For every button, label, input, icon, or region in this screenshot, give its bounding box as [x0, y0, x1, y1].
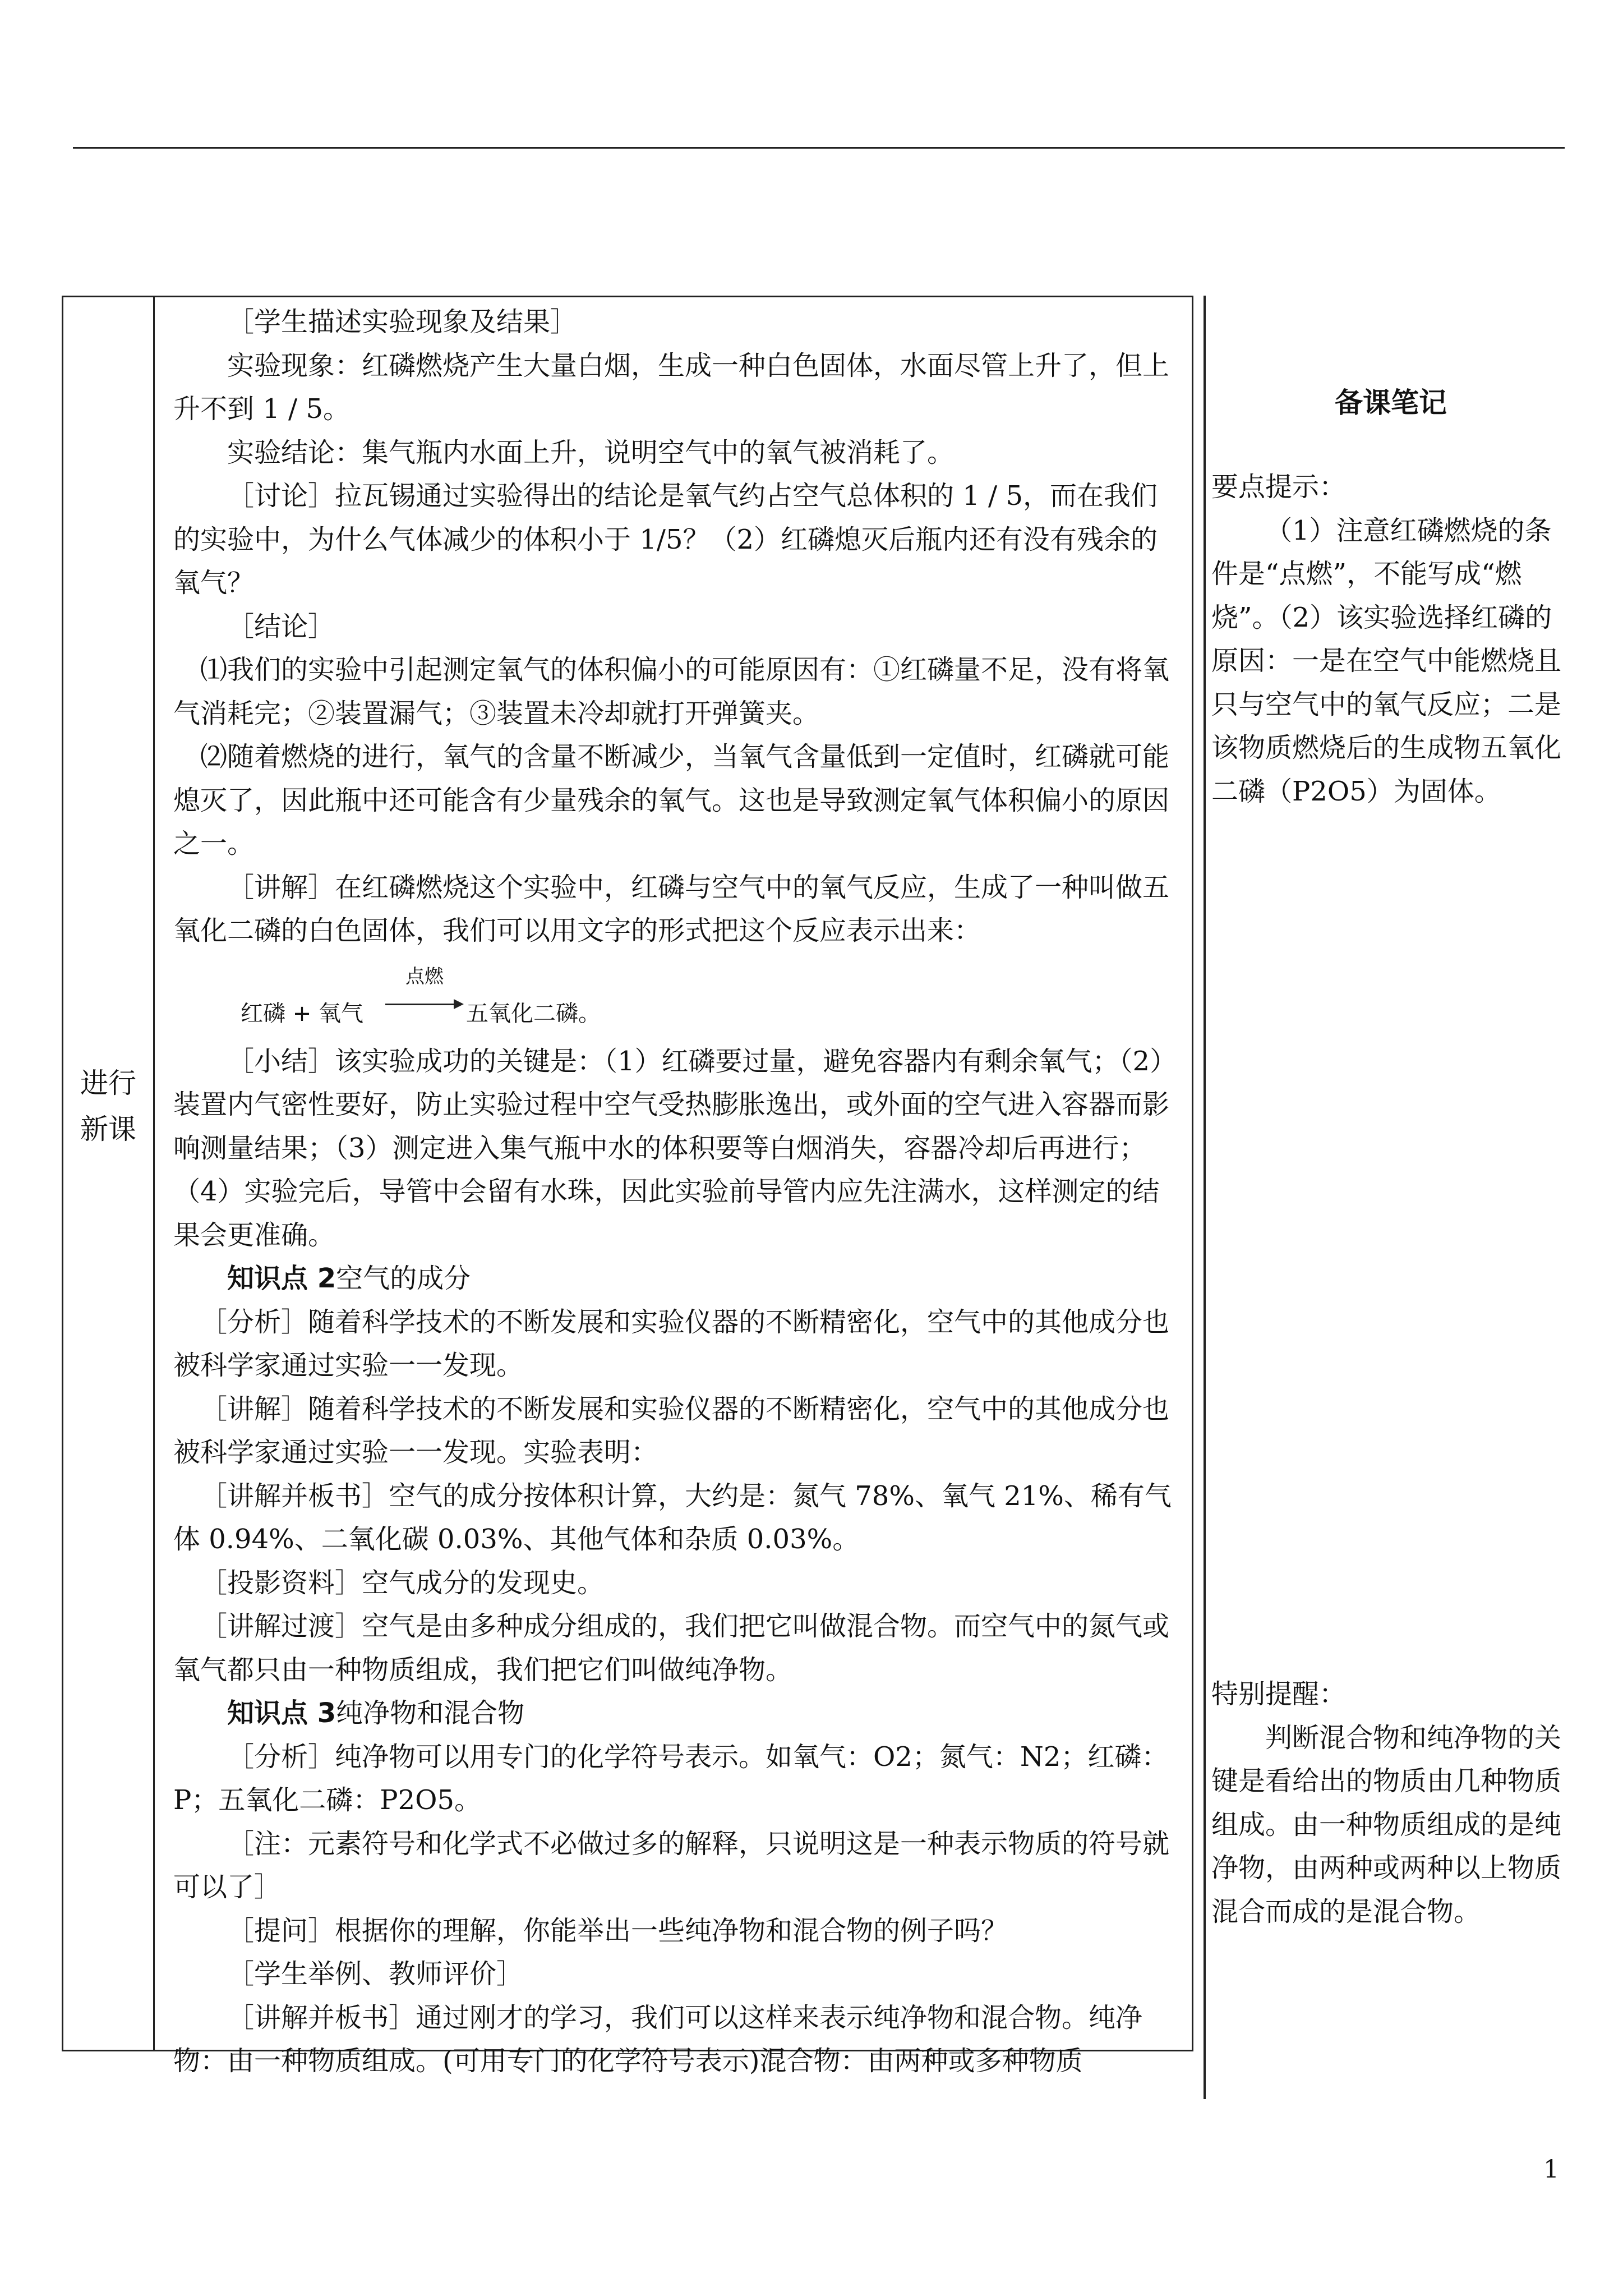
- equation-product: 五氧化二磷。: [466, 1000, 601, 1027]
- paragraph: ［分析］纯净物可以用专门的化学符号表示。如氧气：O2；氮气：N2；红磷：P；五氧化二磷：P2O5。: [173, 1741, 1169, 1816]
- lesson-content: [158, 297, 1187, 2077]
- knowledge-point-title: 空气的成分: [336, 1263, 471, 1294]
- reminder-text: 判断混合物和纯净物的关键是看给出的物质由几种物质组成。由一种物质组成的是纯净物，由两种或两种以上物质混合而成的是混合物。: [1211, 1722, 1562, 1927]
- tips-text: （1）注意红磷燃烧的条件是“点燃”，不能写成“燃烧”。（2）该实验选择红磷的原因：一是在空气中能燃烧且只与空气中的氧气反应；二是该物质燃烧后的生成物五氧化二磷（P2O5）为固体。: [1211, 514, 1562, 807]
- paragraph: ［提问］根据你的理解，你能举出一些纯净物和混合物的例子吗？: [227, 1915, 1008, 1947]
- paragraph: 实验现象：红磷燃烧产生大量白烟，生成一种白色固体，水面尽管上升了，但上升不到 1 / 5。: [173, 349, 1170, 425]
- paragraph: ⑴我们的实验中引起测定氧气的体积偏小的可能原因有：①红磷量不足，没有将氧气消耗完；②装置漏气；③装置未冷却就打开弹簧夹。: [173, 654, 1170, 729]
- paragraph: ［学生描述实验现象及结果］: [227, 306, 578, 338]
- arrow-icon: [385, 989, 464, 1011]
- section-label-line-2: 新课: [80, 1113, 136, 1145]
- equation-condition: 点燃: [405, 965, 444, 988]
- paragraph: ［分析］随着科学技术的不断发展和实验仪器的不断精密化，空气中的其他成分也被科学家通过实验一一发现。: [173, 1306, 1170, 1381]
- notes-rule: [1204, 296, 1206, 2099]
- paragraph: ［讲解并板书］空气的成分按体积计算，大约是：氮气 78%、氧气 21%、稀有气体 0.94%、二氧化碳 0.03%、其他气体和杂质 0.03%。: [173, 1480, 1172, 1555]
- knowledge-point-label: 知识点 2: [227, 1263, 336, 1294]
- paragraph: ［讲解］在红磷燃烧这个实验中，红磷与空气中的氧气反应，生成了一种叫做五氧化二磷的白色固体，我们可以用文字的形式把这个反应表示出来：: [173, 871, 1170, 946]
- knowledge-point-label: 知识点 3: [227, 1697, 336, 1729]
- header-rule: [73, 147, 1565, 149]
- lesson-table: [62, 296, 1193, 2077]
- page-number: 1: [1543, 2155, 1559, 2184]
- tips-label: 要点提示：: [1211, 471, 1347, 503]
- tips-note: [1211, 466, 1570, 813]
- section-label-line-1: 进行: [80, 1067, 136, 1099]
- paragraph: ［注：元素符号和化学式不必做过多的解释，只说明这是一种表示物质的符号就可以了］: [173, 1828, 1170, 1903]
- paragraph: ［小结］该实验成功的关键是：（1）红磷要过量，避免容器内有剩余氧气；（2）装置内气密性要好，防止实验过程中空气受热膨胀逸出，或外面的空气进入容器而影响测量结果；（3）测定进入集气瓶中水的体积要等白烟消失，容器冷却后再进行；（4）实验完后，导管中会留有水珠，因此实验前导管内应先注满水，这样测定的结果会更准确。: [173, 1045, 1170, 1251]
- knowledge-point-heading: [173, 1692, 1173, 1736]
- paragraph: ［结论］: [227, 610, 335, 642]
- paragraph: ［讲解过渡］空气是由多种成分组成的，我们把它叫做混合物。而空气中的氮气或氧气都只由一种物质组成，我们把它们叫做纯净物。: [173, 1611, 1170, 1686]
- paragraph: 实验结论：集气瓶内水面上升，说明空气中的氧气被消耗了。: [227, 436, 955, 468]
- paragraph: ［讲解并板书］通过刚才的学习，我们可以这样来表示纯净物和混合物。纯净物：由一种物质组成。(可用专门的化学符号表示)混合物：由两种或多种物质: [173, 2001, 1143, 2077]
- knowledge-point-heading: [173, 1257, 1173, 1301]
- knowledge-point-title: 纯净物和混合物: [336, 1697, 525, 1729]
- equation-arrow: [385, 964, 464, 1011]
- notes-heading: 备课笔记: [1335, 386, 1447, 419]
- paragraph: ［投影资料］空气成分的发现史。: [200, 1567, 605, 1599]
- reminder-note: [1211, 1673, 1570, 1934]
- paragraph: ⑵随着燃烧的进行，氧气的含量不断减少，当氧气含量低到一定值时，红磷就可能熄灭了，因此瓶中还可能含有少量残余的氧气。这也是导致测定氧气体积偏小的原因之一。: [173, 741, 1170, 859]
- reminder-label: 特别提醒：: [1211, 1678, 1347, 1710]
- paragraph: ［学生举例、教师评价］: [227, 1958, 524, 1990]
- paragraph: ［讨论］拉瓦锡通过实验得出的结论是氧气约占空气总体积的 1 / 5，而在我们的实验中，为什么气体减少的体积小于 1/5？（2）红磷熄灭后瓶内还有没有残余的氧气？: [173, 480, 1158, 599]
- section-label: [63, 1060, 153, 1152]
- word-equation: [241, 953, 1173, 1040]
- equation-reactants: 红磷 + 氧气: [241, 1000, 363, 1027]
- column-divider: [153, 297, 155, 2050]
- paragraph: ［讲解］随着科学技术的不断发展和实验仪器的不断精密化，空气中的其他成分也被科学家通过实验一一发现。实验表明：: [173, 1393, 1170, 1468]
